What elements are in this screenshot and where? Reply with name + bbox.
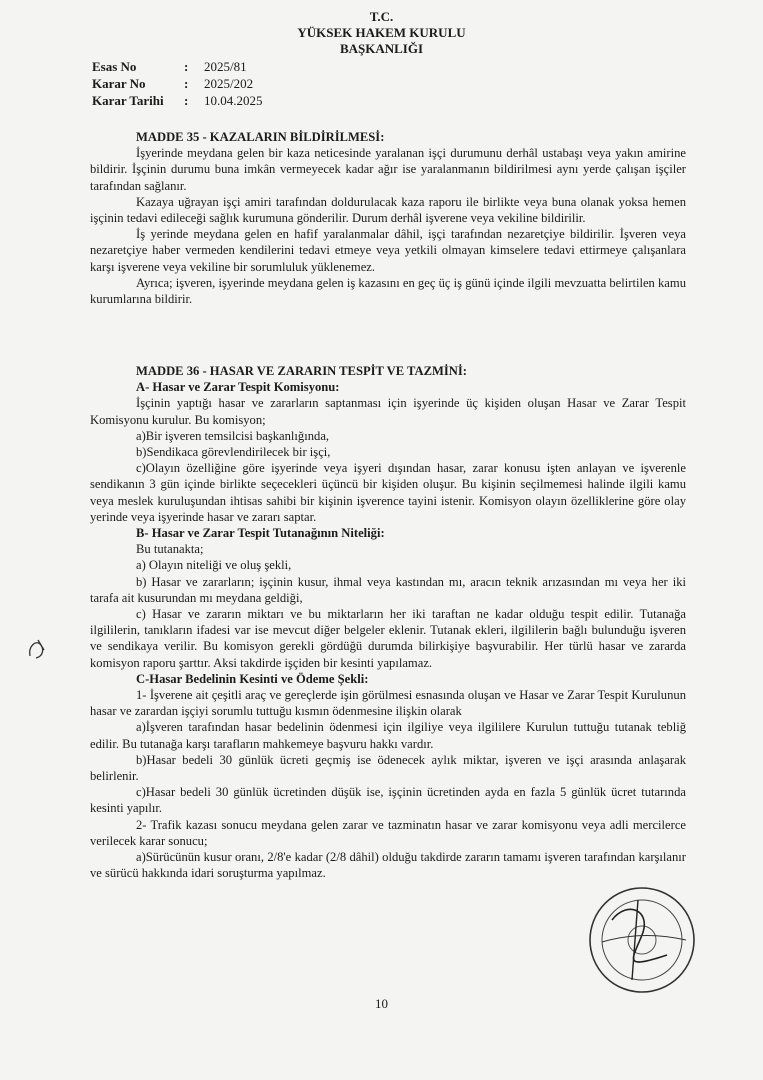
section-c-item-2: 2- Trafik kazası sonucu meydana gelen zarar ve tazminatın hasar ve zarar komisyonu veya adli mercilerce verilecek karar sonucu; bbox=[90, 817, 686, 848]
meta-row-date bbox=[92, 92, 263, 109]
section-c-title: C-Hasar Bedelinin Kesinti ve Ödeme Şekli: bbox=[136, 671, 369, 686]
section-c-item-2a: a)Sürücünün kusur oranı, 2/8'e kadar (2/8 dâhil) olduğu takdirde zararın tamamı işveren tarafından karşılanır ve sürücü hakkında idari soruşturma yapılmaz. bbox=[90, 850, 686, 881]
article-36 bbox=[90, 363, 686, 882]
article-35-para-4: Ayrıca; işveren, işyerinde meydana gelen iş kazasını en geç üç iş günü içinde ilgili mevzuatta belirtilen kamu kurumlarına bildirir. bbox=[90, 275, 686, 307]
section-c-item-1b: b)Hasar bedeli 30 günlük ücreti geçmiş ise ödenecek aylık miktar, işveren ve işçi arasında anlaşarak belirlenir. bbox=[90, 752, 686, 784]
section-a-title: A- Hasar ve Zarar Tespit Komisyonu: bbox=[136, 380, 340, 395]
section-a-item-c: c)Olayın özelliğine göre işyerinde veya işyeri dışından hasar, zarar konusu işten anlayan ve işverenle sendikanın 3 gün içinde birlikte seçecekleri üçüncü bir kişiden oluşur. Bu kişinin seçilmemesi halinde ilgili kamu veya meslek kuruluşundan ihtisas sahibi bir kişinin işverence tayini istenir. Komisyon olayın özelliklerine göre olay yerinde veya işyerinde hasar ve zararı saptar. bbox=[90, 461, 686, 524]
meta-row-karar bbox=[92, 75, 263, 92]
section-a-item-a: a)Bir işveren temsilcisi başkanlığında, bbox=[136, 428, 330, 443]
page-number: 10 bbox=[375, 996, 388, 1011]
margin-scribble-icon bbox=[26, 636, 48, 662]
article-36-title: MADDE 36 - HASAR VE ZARARIN TESPİT VE TAZMİNİ: bbox=[136, 364, 467, 378]
section-b-item-c: c) Hasar ve zararın miktarı ve bu miktarların her iki taraftan ne kadar olduğu tespit edilir. Tutanağa ilgililerin, tanıkların ifadesi var ise mevcut diğer belgeler eklenir. Tutanak ekleri, ilgililerin bağlı bulunduğu işveren ve sendikaya verilir. Bu komisyon gerekli gördüğü durumda bilirkişiye başvurabilir. Her türlü hasar ve zararda komisyon raporu şarttır. Aksi takdirde işçiden bir kesinti yapılamaz. bbox=[90, 607, 686, 670]
section-a-item-b: b)Sendikaca görevlendirilecek bir işçi, bbox=[136, 445, 331, 460]
section-c-item-1: 1- İşverene ait çeşitli araç ve gereçlerde işin görülmesi esnasında oluşan ve Hasar ve Zarar Tespit Kurulunun hasar ve zarardan işçiyi sorumlu tuttuğu kısmın ödenmesine ilişkin olarak bbox=[90, 688, 686, 719]
meta-key: Karar Tarihi bbox=[92, 93, 164, 108]
section-c-item-1a: a)İşveren tarafından hasar bedelinin ödenmesi için ilgiliye veya ilgililere Kurulun tuttuğu tutanak tebliğ edilir. Bu tutanağa karşı tarafların mahkemeye başvuru hakkı vardır. bbox=[90, 720, 686, 751]
header-presidency: BAŞKANLIĞI bbox=[339, 41, 424, 56]
meta-row-esas bbox=[92, 58, 263, 75]
header-institution: YÜKSEK HAKEM KURULU bbox=[297, 25, 466, 40]
section-a-para-1: İşçinin yaptığı hasar ve zararların saptanması için işyerinde üç kişiden oluşan Hasar ve Zarar Tespit Komisyonu kurulur. Bu komisyon; bbox=[90, 396, 686, 427]
meta-key: Esas No bbox=[92, 59, 137, 74]
article-35-para-3: İş yerinde meydana gelen en hafif yaralanmalar dâhil, işçi tarafından nezaretçiye bildirilir. İşveren veya nezaretçiye haber vermeden kendilerini tedavi etmeye veya yetkili olmayan kimselere tedavi ettirmeye çalışanlara karşı işverene veya vekiline bir sorumluluk yüklenemez. bbox=[90, 227, 686, 274]
official-seal-icon bbox=[582, 880, 702, 1000]
header-tc: T.C. bbox=[369, 9, 394, 24]
article-35-para-2: Kazaya uğrayan işçi amiri tarafından doldurulacak kaza raporu ile birlikte veya buna olanak yoksa hemen işçinin tedavi edileceği sağlık kurumuna gönderilir. Durum derhâl işverene veya vekiline bildirilir. bbox=[90, 194, 686, 226]
section-b-item-a: a) Olayın niteliği ve oluş şekli, bbox=[136, 558, 292, 573]
section-b-para-1: Bu tutanakta; bbox=[136, 542, 204, 557]
meta-value: 2025/202 bbox=[204, 76, 254, 91]
article-35-title: MADDE 35 - KAZALARIN BİLDİRİLMESİ: bbox=[136, 130, 385, 144]
meta-value: 10.04.2025 bbox=[204, 93, 263, 108]
section-b-title: B- Hasar ve Zarar Tespit Tutanağının Niteliği: bbox=[136, 526, 385, 541]
meta-colon: : bbox=[184, 76, 189, 91]
section-b-item-b: b) Hasar ve zararların; işçinin kusur, ihmal veya kastından mı, aracın teknik arızasından mı veya her iki tarafa ait kusurundan mı meydana geldiği, bbox=[90, 574, 686, 605]
meta-value: 2025/81 bbox=[204, 59, 247, 74]
article-35-para-1: İşyerinde meydana gelen bir kaza neticesinde yaralanan işçi durumunu derhâl ustabaşı veya yakın amirine bildirir. İşçinin durumu buna imkân vermeyecek kadar ağır ise yaralanmanın bildirilmesi aynı yerde çalışan işçiler tarafından sağlanır. bbox=[90, 146, 686, 193]
meta-colon: : bbox=[184, 59, 189, 74]
article-35 bbox=[90, 129, 686, 307]
meta-colon: : bbox=[184, 93, 189, 108]
meta-key: Karar No bbox=[92, 76, 146, 91]
section-c-item-1c: c)Hasar bedeli 30 günlük ücretinden düşük ise, işçinin ücretinden ayda en fazla 5 günlük ücret tutarında kesinti yapılır. bbox=[90, 785, 686, 816]
case-metadata bbox=[92, 58, 263, 109]
